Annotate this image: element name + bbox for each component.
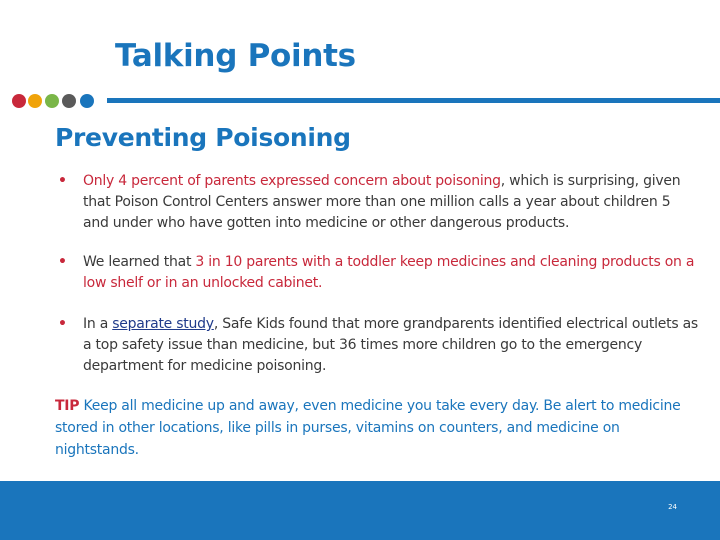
footer-bar	[0, 481, 720, 540]
slide-title: Talking Points	[115, 38, 356, 74]
bullet-icon: •	[58, 254, 67, 270]
tip-text: Keep all medicine up and away, even medicine you take every day. Be alert to medicine stored in other locations, like pills in purses, vitamins on counters, and medicine on nightstands.	[55, 398, 681, 458]
dot-red-icon	[12, 94, 26, 108]
separate-study-link[interactable]: separate study	[112, 316, 214, 332]
dot-green-icon	[45, 94, 59, 108]
dot-gray-icon	[62, 94, 76, 108]
bullet-text: In a separate study, Safe Kids found that more grandparents identified electrical outlets as a top safety issue than medicine, but 36 times more children go to the emergency department for medicine poisoning.	[83, 316, 698, 374]
bullet-text: We learned that 3 in 10 parents with a toddler keep medicines and cleaning products on a low shelf or in an unlocked cabinet.	[83, 254, 695, 291]
tip-paragraph	[55, 395, 695, 461]
bullet-text: Only 4 percent of parents expressed concern about poisoning, which is surprising, given that Poison Control Centers answer more than one million calls a year about children 5 and under who have gotten into medicine or other dangerous products.	[83, 173, 681, 231]
tip-label: TIP	[55, 398, 80, 414]
bullet-item-2	[58, 252, 698, 294]
dot-orange-icon	[28, 94, 42, 108]
page-number: 24	[668, 503, 677, 511]
bullet-icon: •	[58, 316, 67, 332]
bullet-icon: •	[58, 173, 67, 189]
bullet-item-3	[58, 314, 698, 377]
title-divider	[107, 98, 720, 103]
section-heading: Preventing Poisoning	[55, 123, 351, 152]
bullet-item-1	[58, 171, 698, 234]
dot-blue-icon	[80, 94, 94, 108]
